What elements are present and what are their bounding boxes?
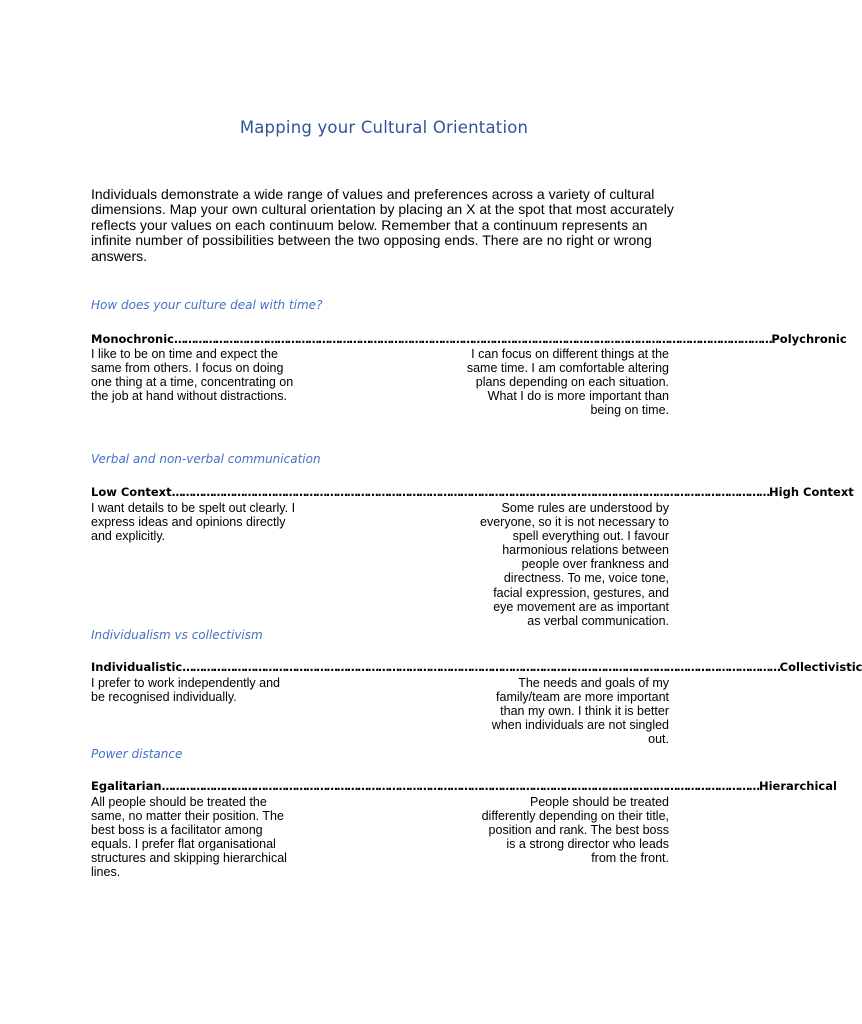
continuum-individualism (91, 660, 862, 676)
continuum-dotted-line: ………………………………………………………………………………………………………………………………………………………… (171, 485, 770, 499)
continuum-right-label: Collectivistic (779, 660, 862, 674)
right-description: I can focus on different things at the same time. I am comfortable altering plans depending on each situation. What I do is more important than being on time. (466, 347, 669, 418)
left-description: I prefer to work independently and be recognised individually. (91, 676, 281, 705)
continuum-left-label: Low Context (91, 485, 172, 499)
page-title: Mapping your Cultural Orientation (239, 118, 529, 137)
continuum-right-label: Hierarchical (758, 779, 837, 793)
continuum-dotted-line: ………………………………………………………………………………………………………………………………………………………… (173, 332, 772, 346)
continuum-dotted-line: ………………………………………………………………………………………………………………………………………………………… (182, 660, 780, 674)
right-description: Some rules are understood by everyone, so it is not necessary to spell everything out. I favour harmonious relations between people over frankness and directness. To me, voice tone, facial expression, gestures, and eye movement are as important as verbal communication. (480, 501, 669, 628)
section-heading-time: How does your culture deal with time? (91, 298, 323, 312)
continuum-time (91, 332, 847, 348)
section-heading-power-distance: Power distance (91, 747, 183, 761)
right-description: People should be treated differently depending on their title, position and rank. The best boss is a strong director who leads from the front. (481, 795, 669, 866)
section-heading-communication: Verbal and non-verbal communication (91, 452, 321, 466)
left-description: All people should be treated the same, no matter their position. The best boss is a facilitator among equals. I prefer flat organisational structures and skipping hierarchical lines. (91, 795, 287, 880)
intro-paragraph: Individuals demonstrate a wide range of values and preferences across a variety of cultural dimensions. Map your own cultural orientation by placing an X at the spot that most accurately reflects your values on each continuum below. Remember that a continuum represents an infinite number of possibilities between the two opposing ends. There are no right or wrong answers. (91, 186, 674, 264)
left-description: I like to be on time and expect the same from others. I focus on doing one thing at a time, concentrating on the job at hand without distractions. (91, 347, 294, 404)
continuum-right-label: Polychronic (771, 332, 847, 346)
continuum-power-distance (91, 779, 837, 795)
continuum-dotted-line: ………………………………………………………………………………………………………………………………………………………… (161, 779, 759, 793)
continuum-left-label: Egalitarian (91, 779, 162, 793)
continuum-left-label: Individualistic (91, 660, 183, 674)
continuum-left-label: Monochronic (91, 332, 174, 346)
continuum-right-label: High Context (769, 485, 854, 499)
section-heading-individualism: Individualism vs collectivism (91, 628, 263, 642)
right-description: The needs and goals of my family/team are more important than my own. I think it is better when individuals are not singled out. (491, 676, 669, 747)
left-description: I want details to be spelt out clearly. I express ideas and opinions directly and explicitly. (91, 501, 296, 544)
continuum-communication (91, 485, 854, 501)
